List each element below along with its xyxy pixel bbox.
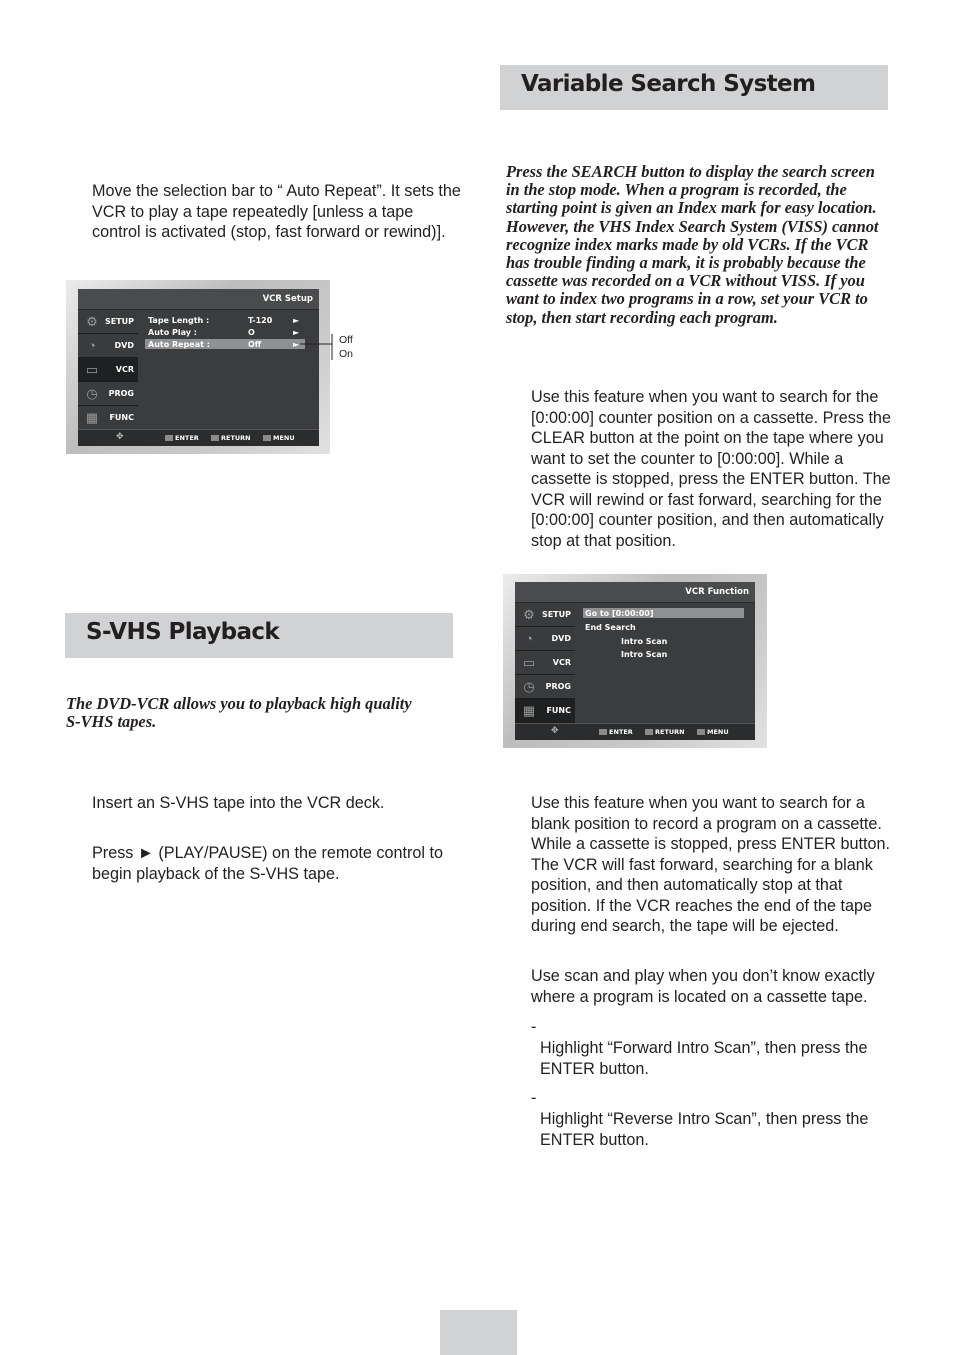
osd-row-auto-repeat-arrow: ► bbox=[293, 340, 300, 349]
osd-footer-menu: MENU bbox=[263, 434, 295, 442]
auto-repeat-text: Move the selection bar to “ Auto Repeat”. It sets the VCR to play a tape repeatedly [unless a tape control is activated (stop, fast forward or rewind)]. bbox=[92, 182, 461, 241]
vss-section-title: Variable Search System bbox=[521, 71, 816, 97]
forward-scan-dash: - bbox=[531, 1018, 537, 1036]
osd-footer bbox=[78, 429, 319, 446]
menu-key-icon bbox=[697, 729, 705, 735]
osd-item-end-search[interactable]: End Search bbox=[585, 623, 636, 632]
scan-text: Use scan and play when you don’t know exactly where a program is located on a cassette tape. bbox=[531, 967, 875, 1006]
reverse-scan-dash: - bbox=[531, 1089, 537, 1107]
vcr-setup-screen bbox=[78, 289, 319, 446]
osd-menu-dvd[interactable]: ◔ DVD bbox=[515, 627, 575, 651]
page-number-tab bbox=[440, 1310, 517, 1355]
navigate-icon: ✥ bbox=[116, 432, 124, 442]
osd-menu-vcr[interactable]: ▭ VCR bbox=[515, 651, 575, 675]
enter-key-icon bbox=[165, 435, 173, 441]
function-grid-icon: ▦ bbox=[522, 703, 536, 718]
dvd-disc-icon: ◔ bbox=[88, 338, 96, 353]
gear-icon: ⚙ bbox=[86, 314, 98, 329]
svhs-section-banner bbox=[65, 613, 453, 658]
osd-row-auto-play[interactable]: Auto Play : bbox=[148, 328, 197, 337]
osd-side-menu bbox=[515, 603, 575, 723]
osd-item-goto[interactable]: Go to [0:00:00] bbox=[585, 609, 654, 618]
osd-menu-prog[interactable]: ◷ PROG bbox=[515, 675, 575, 699]
forward-scan-text: Highlight “Forward Intro Scan”, then press the ENTER button. bbox=[540, 1039, 868, 1078]
osd-footer-enter: ENTER bbox=[165, 434, 199, 442]
osd-title: VCR Function bbox=[685, 587, 749, 597]
svhs-step-1: Insert an S-VHS tape into the VCR deck. bbox=[92, 794, 385, 812]
osd-menu-func[interactable]: ▦ FUNC bbox=[78, 406, 138, 430]
svhs-section-title: S-VHS Playback bbox=[86, 619, 280, 645]
osd-menu-func[interactable]: ▦ FUNC bbox=[515, 699, 575, 723]
navigate-icon: ✥ bbox=[551, 726, 559, 736]
menu-key-icon bbox=[263, 435, 271, 441]
option-callout-line bbox=[300, 332, 340, 362]
osd-item-intro-scan-forward[interactable]: Intro Scan bbox=[621, 637, 668, 646]
option-off-label: Off bbox=[339, 334, 353, 346]
osd-menu-prog[interactable]: ◷ PROG bbox=[78, 382, 138, 406]
goto-counter-text: Use this feature when you want to search for the [0:00:00] counter position on a cassette. Press the CLEAR button at the point on the tape where you want to set the counter to [0:00:00]. While a cassette is stopped, press the ENTER button. The VCR will rewind or fast forward, searching for the [0:00:00] counter position, and then automatically stop at that position. bbox=[531, 388, 891, 550]
osd-row-tape-length[interactable]: Tape Length : bbox=[148, 316, 210, 325]
osd-side-menu bbox=[78, 310, 138, 429]
vss-intro: Press the SEARCH button to display the search screen in the stop mode. When a program is recorded, the starting point is given an Index mark for easy location. However, the VHS Index Search System (VISS) cannot recognize index marks made by old VCRs. If the VCR has trouble finding a mark, it is probably because the cassette was recorded on a VCR without VISS. If you want to index two programs in a row, set your VCR to stop, then start recording each program. bbox=[506, 162, 879, 327]
gear-icon: ⚙ bbox=[523, 607, 535, 622]
vcr-tape-icon: ▭ bbox=[522, 655, 536, 670]
osd-row-auto-play-arrow: ► bbox=[293, 328, 300, 337]
enter-key-icon bbox=[599, 729, 607, 735]
clock-icon: ◷ bbox=[523, 679, 535, 694]
osd-menu-setup[interactable]: ⚙ SETUP bbox=[515, 603, 575, 627]
osd-menu-setup[interactable]: ⚙ SETUP bbox=[78, 310, 138, 334]
return-key-icon bbox=[211, 435, 219, 441]
vss-section-banner bbox=[500, 65, 888, 110]
dvd-disc-icon: ◔ bbox=[525, 631, 533, 646]
osd-footer-return: RETURN bbox=[645, 728, 685, 736]
vcr-function-screen bbox=[515, 582, 755, 740]
svhs-step-2: Press ► (PLAY/PAUSE) on the remote control to begin playback of the S-VHS tape. bbox=[92, 844, 444, 883]
option-on-label: On bbox=[339, 348, 354, 360]
vcr-tape-icon: ▭ bbox=[85, 362, 99, 377]
osd-row-tape-length-value: T-120 bbox=[248, 316, 273, 325]
reverse-scan-text: Highlight “Reverse Intro Scan”, then press the ENTER button. bbox=[540, 1110, 869, 1149]
osd-row-auto-play-value: O bbox=[248, 328, 255, 337]
return-key-icon bbox=[645, 729, 653, 735]
osd-menu-vcr[interactable]: ▭ VCR bbox=[78, 358, 138, 382]
osd-footer-menu: MENU bbox=[697, 728, 729, 736]
osd-footer-enter: ENTER bbox=[599, 728, 633, 736]
osd-row-auto-repeat[interactable]: Auto Repeat : bbox=[148, 340, 210, 349]
osd-footer-return: RETURN bbox=[211, 434, 251, 442]
vcr-function-screen-frame bbox=[503, 574, 767, 748]
osd-footer bbox=[515, 723, 755, 740]
vcr-setup-screen-frame bbox=[66, 280, 330, 454]
osd-menu-dvd[interactable]: ◔ DVD bbox=[78, 334, 138, 358]
svhs-intro: The DVD-VCR allows you to playback high quality S-VHS tapes. bbox=[66, 694, 412, 732]
osd-row-auto-repeat-value: Off bbox=[248, 340, 262, 349]
osd-title: VCR Setup bbox=[262, 294, 313, 304]
end-search-text: Use this feature when you want to search for a blank position to record a program on a cassette. While a cassette is stopped, press ENTER button. The VCR will fast forward, searching for a blank position, and then automatically stop at that position. If the VCR reaches the end of the tape during end search, the tape will be ejected. bbox=[531, 794, 890, 935]
osd-row-tape-length-arrow: ► bbox=[293, 316, 300, 325]
function-grid-icon: ▦ bbox=[85, 410, 99, 425]
osd-item-intro-scan-reverse[interactable]: Intro Scan bbox=[621, 650, 668, 659]
clock-icon: ◷ bbox=[86, 386, 98, 401]
